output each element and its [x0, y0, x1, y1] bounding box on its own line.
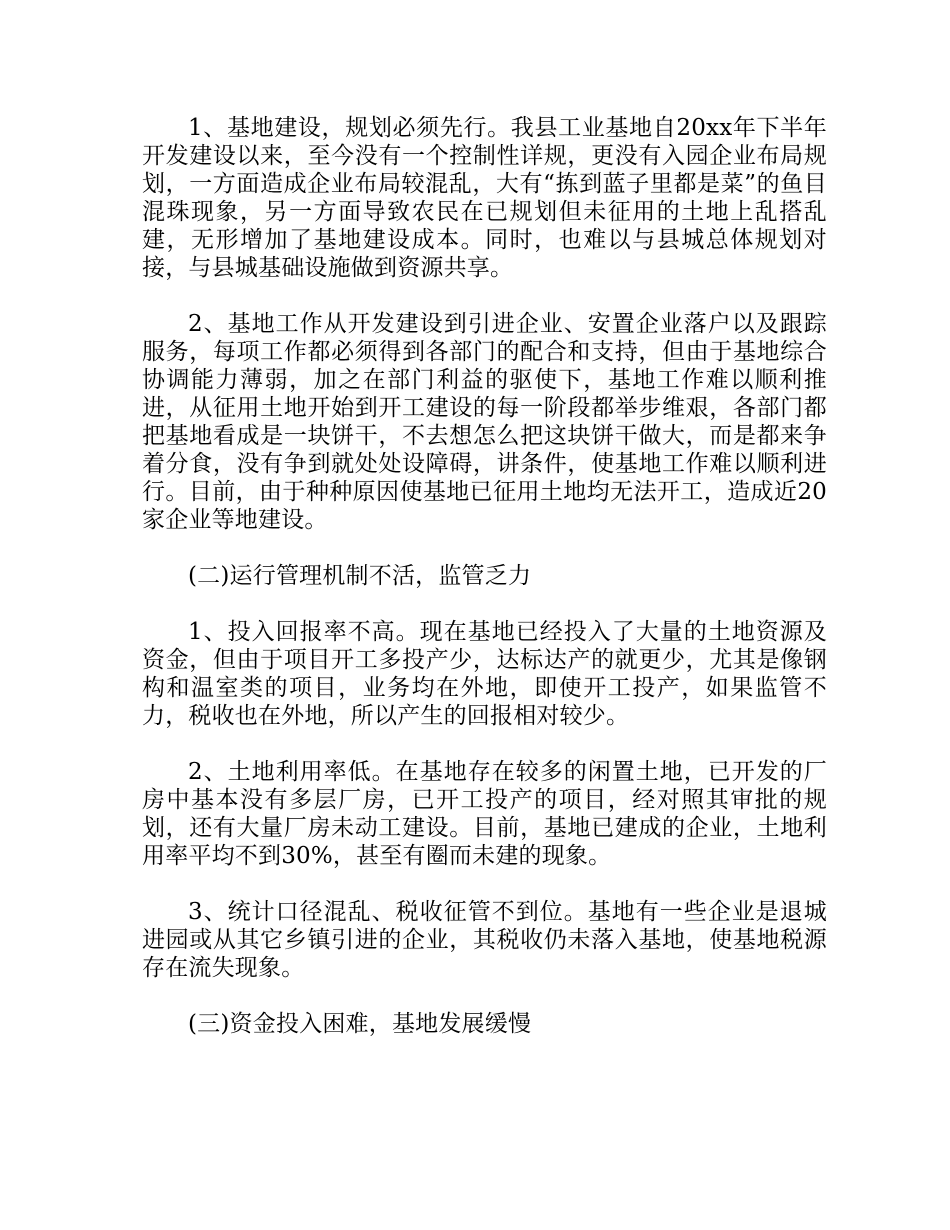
- section-heading-funding: (三)资金投入困难，基地发展缓慢: [188, 1011, 532, 1037]
- paragraph-planning: 1、基地建设，规划必须先行。我县工业基地自20xx年下半年开发建设以来，至今没有一个控制性详规，更没有入园企业布局规划，一方面造成企业布局较混乱，大有“拣到蓝子里都是菜”的鱼目混珠现象，另一方面导致农民在已规划但未征用的土地上乱搭乱建，无形增加了基地建设成本。同时，也难以与县城总体规划对接，与县城基础设施做到资源共享。: [142, 115, 827, 281]
- document-page: [142, 114, 827, 1038]
- section-heading-management: (二)运行管理机制不活，监管乏力: [188, 563, 532, 589]
- paragraph-coordination: 2、基地工作从开发建设到引进企业、安置企业落户以及跟踪服务，每项工作都必须得到各部门的配合和支持，但由于基地综合协调能力薄弱，加之在部门利益的驱使下，基地工作难以顺利推进，从征用土地开始到开工建设的每一阶段都举步维艰，各部门都把基地看成是一块饼干，不去想怎么把这块饼干做大，而是都来争着分食，没有争到就处处设障碍，讲条件，使基地工作难以顺利进行。目前，由于种种原因使基地已征用土地均无法开工，造成近20家企业等地建设。: [142, 311, 827, 533]
- paragraph-land-use: 2、土地利用率低。在基地存在较多的闲置土地，已开发的厂房中基本没有多层厂房，已开工投产的项目，经对照其审批的规划，还有大量厂房未动工建设。目前，基地已建成的企业，土地利用率平均不到30%，甚至有圈而未建的现象。: [142, 759, 827, 869]
- paragraph-tax-collection: 3、统计口径混乱、税收征管不到位。基地有一些企业是退城进园或从其它乡镇引进的企业，其税收仍未落入基地，使基地税源存在流失现象。: [142, 899, 827, 981]
- paragraph-investment-return: 1、投入回报率不高。现在基地已经投入了大量的土地资源及资金，但由于项目开工多投产少，达标达产的就更少，尤其是像钢构和温室类的项目，业务均在外地，即使开工投产，如果监管不力，税收也在外地，所以产生的回报相对较少。: [142, 619, 827, 729]
